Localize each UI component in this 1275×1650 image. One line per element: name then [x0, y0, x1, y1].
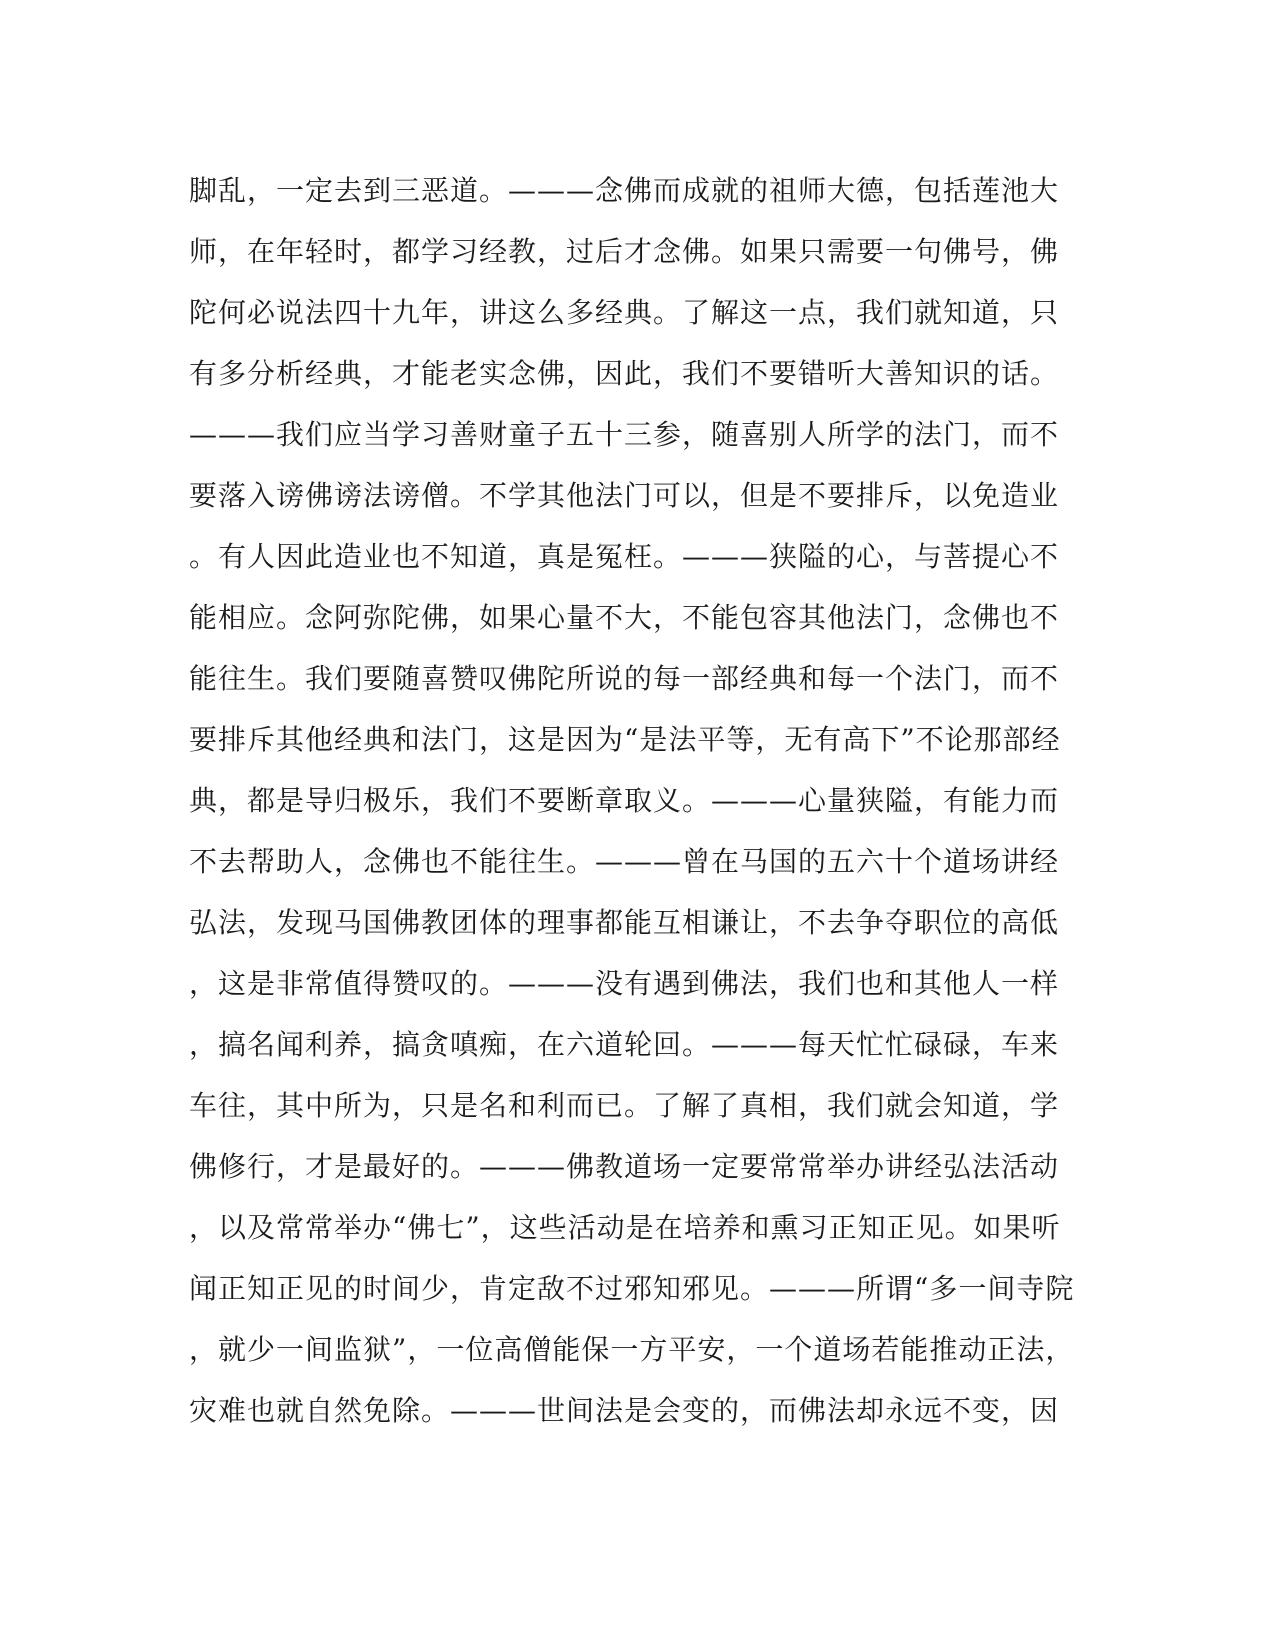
text-line: 要排斥其他经典和法门，这是因为“是法平等，无有高下”不论那部经 — [189, 723, 1061, 756]
text-line: 能往生。我们要随喜赞叹佛陀所说的每一部经典和每一个法门，而不 — [189, 662, 1060, 695]
text-line: 闻正知正见的时间少，肯定敌不过邪知邪见。———所谓“多一间寺院 — [189, 1272, 1075, 1305]
body-text — [189, 160, 1089, 1441]
text-line: 有多分析经典，才能老实念佛，因此，我们不要错听大善知识的话。 — [189, 357, 1060, 390]
text-line: ，以及常常举办“佛七”，这些活动是在培养和熏习正知正见。如果听 — [189, 1211, 1061, 1244]
text-line: ，这是非常值得赞叹的。———没有遇到佛法，我们也和其他人一样 — [189, 967, 1060, 1000]
text-line: 要落入谤佛谤法谤僧。不学其他法门可以，但是不要排斥，以免造业 — [189, 479, 1060, 512]
text-line: 能相应。念阿弥陀佛，如果心量不大，不能包容其他法门，念佛也不 — [189, 601, 1060, 634]
text-line: ———我们应当学习善财童子五十三参，随喜别人所学的法门，而不 — [189, 418, 1060, 451]
text-line: 陀何必说法四十九年，讲这么多经典。了解这一点，我们就知道，只 — [189, 296, 1060, 329]
text-line: 灾难也就自然免除。———世间法是会变的，而佛法却永远不变，因 — [189, 1394, 1060, 1427]
text-line: 师，在年轻时，都学习经教，过后才念佛。如果只需要一句佛号，佛 — [189, 235, 1060, 268]
text-line: ，搞名闻利养，搞贪嗔痴，在六道轮回。———每天忙忙碌碌，车来 — [189, 1028, 1060, 1061]
text-line: 弘法，发现马国佛教团体的理事都能互相谦让，不去争夺职位的高低 — [189, 906, 1060, 939]
text-line: 佛修行，才是最好的。———佛教道场一定要常常举办讲经弘法活动 — [189, 1150, 1060, 1183]
text-line: ，就少一间监狱”，一位高僧能保一方平安，一个道场若能推动正法， — [189, 1333, 1075, 1366]
text-line: 脚乱，一定去到三恶道。———念佛而成就的祖师大德，包括莲池大 — [189, 174, 1060, 207]
text-line: 不去帮助人，念佛也不能往生。———曾在马国的五六十个道场讲经 — [189, 845, 1060, 878]
text-line: 车往，其中所为，只是名和利而已。了解了真相，我们就会知道，学 — [189, 1089, 1060, 1122]
text-line: 典，都是导归极乐，我们不要断章取义。———心量狭隘，有能力而 — [189, 784, 1060, 817]
text-line: 。有人因此造业也不知道，真是冤枉。———狭隘的心，与菩提心不 — [189, 540, 1060, 573]
